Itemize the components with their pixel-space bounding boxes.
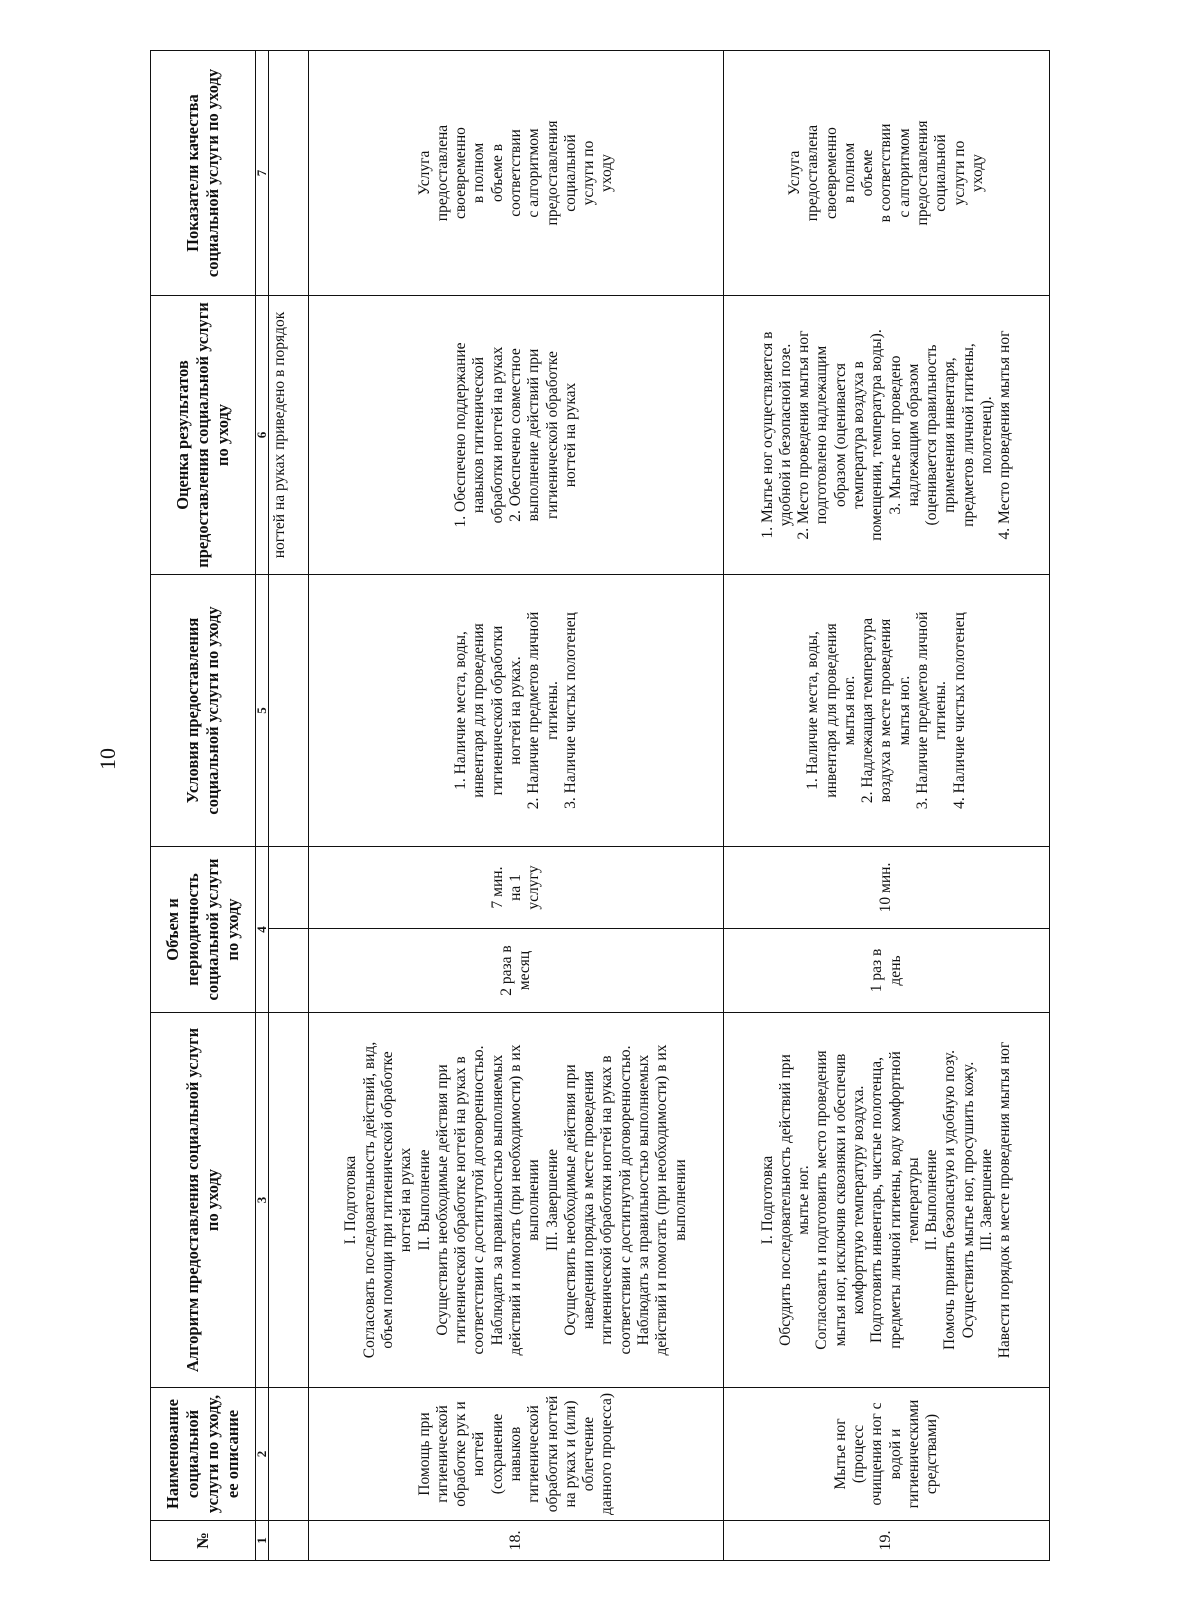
services-table [150, 50, 1050, 1561]
continuation-row [269, 51, 309, 1561]
service-name: Мытье ног (процесс очищения ног с водой и гигиеническими средствами) [724, 1388, 1050, 1521]
column-number: 4 [256, 847, 269, 1013]
service-volume: 7 мин. на 1 услугу [309, 847, 724, 929]
column-number: 1 [256, 1521, 269, 1561]
column-number: 6 [256, 296, 269, 575]
header-algorithm: Алгоритм предоставления социальной услуги по уходу [151, 1013, 256, 1388]
table-row [309, 51, 724, 1561]
service-results: 1. Мытье ног осуществляется в удобной и безопасной позе. 2. Место проведения мытья ног подготовлено надлежащим образом (оценивается температура воздуха в помещении, температура воды). 3. Мытье ног проведено надлежащим образом (оценивается правильность применения инвентаря, предметов личной гигиены, полотенец). 4. Место проведения мытья ног [724, 296, 1050, 575]
service-algorithm: I. Подготовка Обсудить последовательность действий при мытье ног. Согласовать и подготовить место проведения мытья ног, исключив сквозняки и обеспечив комфортную температуру воздуха. Подготовить инвентарь, чистые полотенца, предметы личной гигиены, воду комфортной температуры II. Выполнение Помочь принять безопасную и удобную позу. Осуществить мытье ног, просушить кожу. III. Завершение Навести порядок в месте проведения мытья ног [724, 1013, 1050, 1388]
service-conditions: 1. Наличие места, воды, инвентаря для проведения гигиенической обработки ногтей на руках. 2. Наличие предметов личной гигиены. 3. Наличие чистых полотенец [309, 575, 724, 847]
service-name: Помощь при гигиенической обработке рук и ногтей (сохранение навыков гигиенической обработки ногтей на руках и (или) облегчение данного процесса) [309, 1388, 724, 1521]
service-quality: Услуга предоставлена своевременно в полном объеме в соответствии с алгоритмом предоставления социальной услуги по уходу [724, 51, 1050, 296]
column-number: 5 [256, 575, 269, 847]
header-quality: Показатели качества социальной услуги по уходу [151, 51, 256, 296]
header-number: № [151, 1521, 256, 1561]
service-frequency: 1 раз в день [724, 929, 1050, 1013]
page-number: 10 [95, 748, 120, 770]
service-frequency: 2 раза в месяц [309, 929, 724, 1013]
row-number: 18. [309, 1521, 724, 1561]
table-row [724, 51, 1050, 1561]
column-number-row [256, 51, 269, 1561]
rotated-page [150, 51, 1050, 1561]
service-algorithm: I. Подготовка Согласовать последовательность действий, вид, объем помощи при гигиенической обработке ногтей на руках II. Выполнение Осуществить необходимые действия при гигиенической обработке ногтей на руках в соответствии с достигнутой договоренностью. Наблюдать за правильностью выполняемых действий и помогать (при необходимости) в их выполнении III. Завершение Осуществить необходимые действия при наведении порядка в месте проведения гигиенической обработки ногтей на руках в соответствии с достигнутой договоренностью. Наблюдать за правильностью выполняемых действий и помогать (при необходимости) в их выполнении [309, 1013, 724, 1388]
header-service-name: Наименование социальной услуги по уходу, ее описание [151, 1388, 256, 1521]
row-number: 19. [724, 1521, 1050, 1561]
column-number: 2 [256, 1388, 269, 1521]
header-results: Оценка результатов предоставления социальной услуги по уходу [151, 296, 256, 575]
service-results: 1. Обеспечено поддержание навыков гигиенической обработки ногтей на руках 2. Обеспечено совместное выполнение действий при гигиенической обработке ногтей на руках [309, 296, 724, 575]
service-quality: Услуга предоставлена своевременно в полном объеме в соответствии с алгоритмом предоставления социальной услуги по уходу [309, 51, 724, 296]
continuation-result: ногтей на руках приведено в порядок [269, 296, 309, 575]
column-number: 3 [256, 1013, 269, 1388]
column-number: 7 [256, 51, 269, 296]
header-volume-frequency: Объем и периодичность социальной услуги по уходу [151, 847, 256, 1013]
header-row [151, 51, 256, 1561]
header-conditions: Условия предоставления социальной услуги по уходу [151, 575, 256, 847]
service-conditions: 1. Наличие места, воды, инвентаря для проведения мытья ног. 2. Надлежащая температура воздуха в месте проведения мытья ног. 3. Наличие предметов личной гигиены. 4. Наличие чистых полотенец [724, 575, 1050, 847]
service-volume: 10 мин. [724, 847, 1050, 929]
